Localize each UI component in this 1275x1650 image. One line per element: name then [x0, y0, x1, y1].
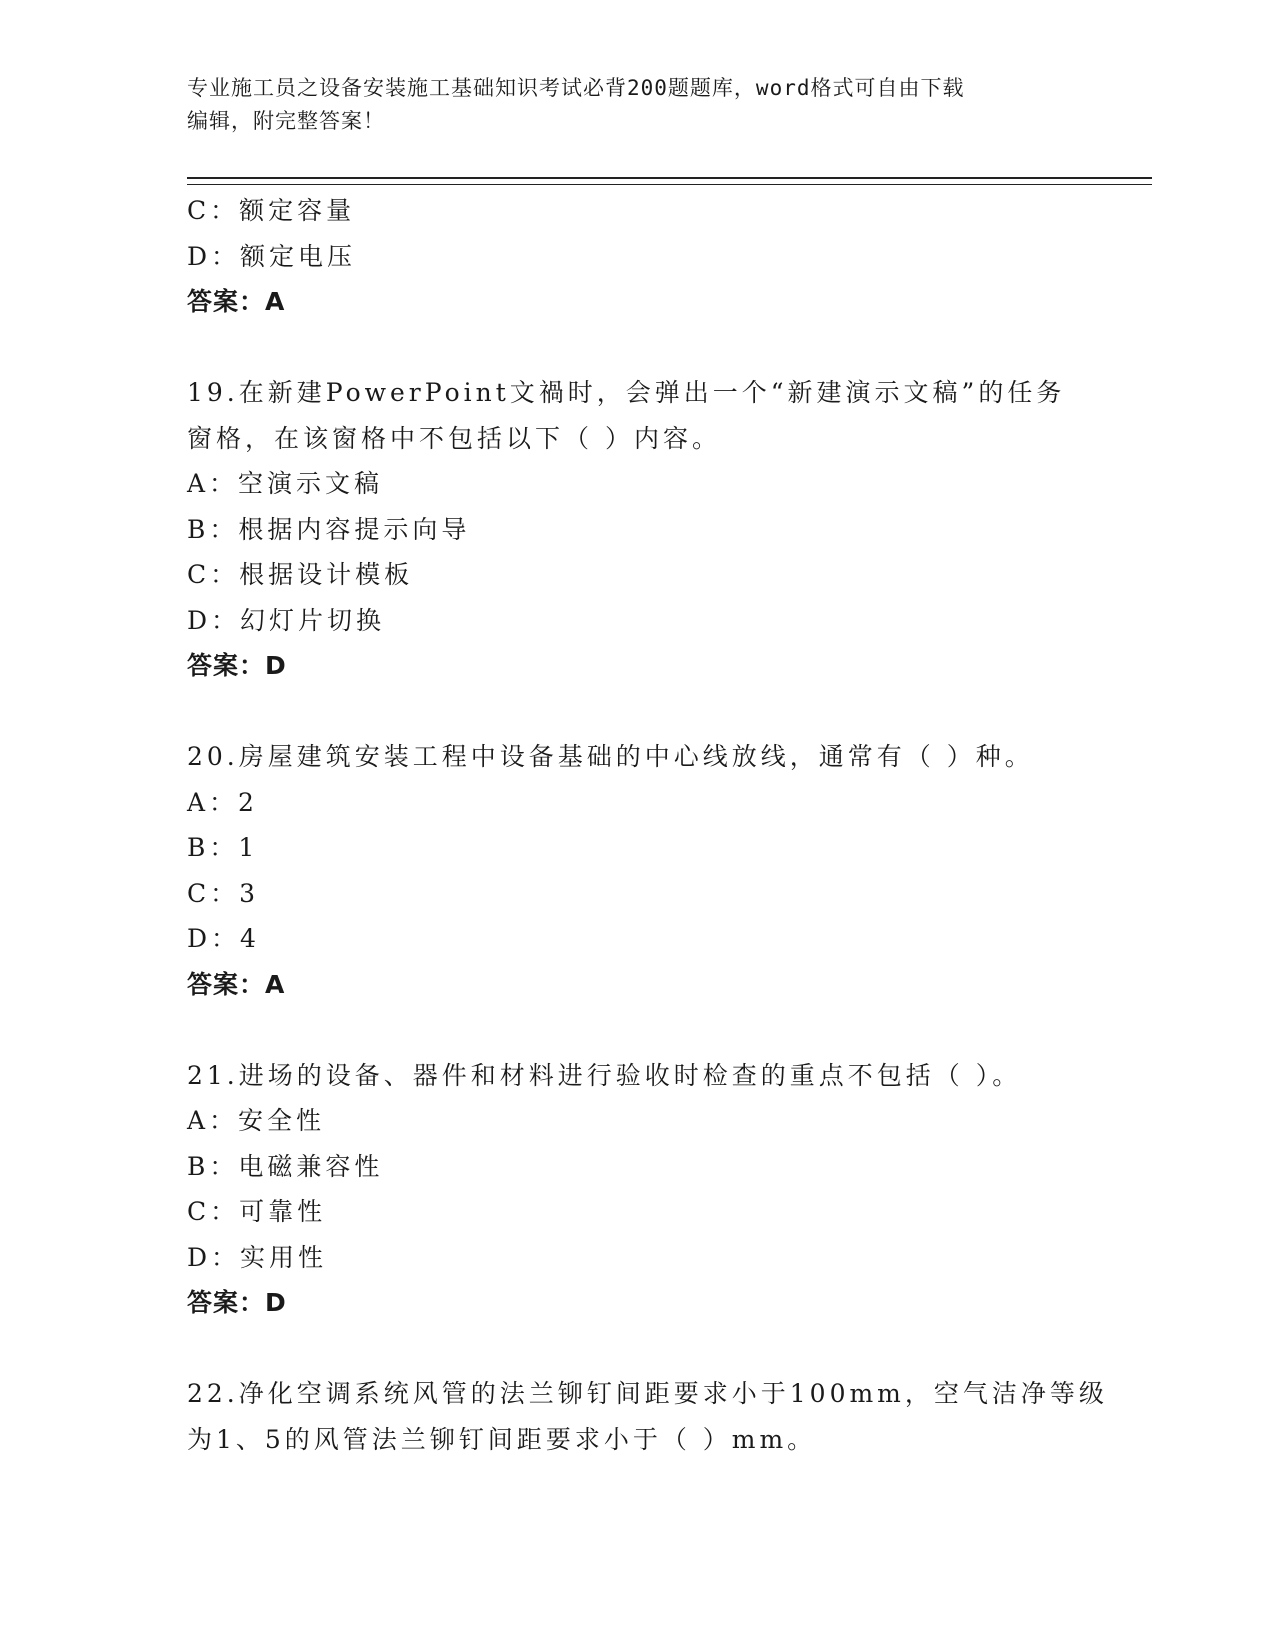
question-22 [187, 1371, 1108, 1462]
header-title-line-2: 编辑，附完整答案！ [187, 109, 385, 133]
question-18-tail [187, 188, 1087, 325]
spacer [187, 689, 1087, 735]
option-d: D：实用性 [187, 1242, 328, 1272]
header-divider [187, 177, 1152, 185]
question-stem-line-1: 19.在新建PowerPoint文禍时，会弹出一个“新建演示文稿”的任务 [187, 378, 1066, 407]
question-stem-line-2: 窗格，在该窗格中不包括以下（ ）内容。 [187, 423, 721, 453]
option-b: B：电磁兼容性 [187, 1151, 384, 1181]
option-c: C：根据设计模板 [187, 560, 414, 589]
answer: 答案：D [187, 651, 287, 680]
answer: 答案：A [187, 969, 286, 999]
option-d: D：4 [187, 924, 260, 953]
question-list [187, 188, 1108, 1462]
option-a: A：空演示文稿 [187, 469, 384, 498]
option-c: C：可靠性 [187, 1197, 327, 1226]
question-stem-line-1: 22.净化空调系统风管的法兰铆钉间距要求小于100mm，空气洁净等级 [187, 1379, 1108, 1408]
question-20 [187, 734, 1087, 1007]
option-a: A：2 [187, 787, 258, 817]
header-title-line-1: 专业施工员之设备安装施工基础知识考试必背200题题库，word格式可自由下载 [187, 76, 965, 100]
answer: 答案：A [187, 287, 286, 316]
spacer [187, 1326, 1087, 1372]
answer: 答案：D [187, 1288, 287, 1317]
option-b: B：根据内容提示向导 [187, 514, 471, 544]
option-c: C：3 [187, 878, 260, 908]
question-stem-line-1: 21.进场的设备、器件和材料进行验收时检查的重点不包括（ ）。 [187, 1060, 1022, 1090]
option-d: D：额定电压 [187, 241, 357, 271]
question-stem-line-2: 为1、5的风管法兰铆钉间距要求小于（ ）mm。 [187, 1424, 817, 1454]
spacer [187, 1007, 1087, 1053]
option-d: D：幻灯片切换 [187, 605, 386, 635]
option-c: C：额定容量 [187, 196, 356, 225]
question-stem-line-1: 20.房屋建筑安装工程中设备基础的中心线放线，通常有（ ）种。 [187, 742, 1034, 771]
question-21 [187, 1053, 1087, 1326]
option-b: B：1 [187, 833, 259, 862]
question-19 [187, 370, 1087, 689]
spacer [187, 325, 1087, 371]
document-header [187, 72, 1087, 138]
option-a: A：安全性 [187, 1106, 326, 1135]
